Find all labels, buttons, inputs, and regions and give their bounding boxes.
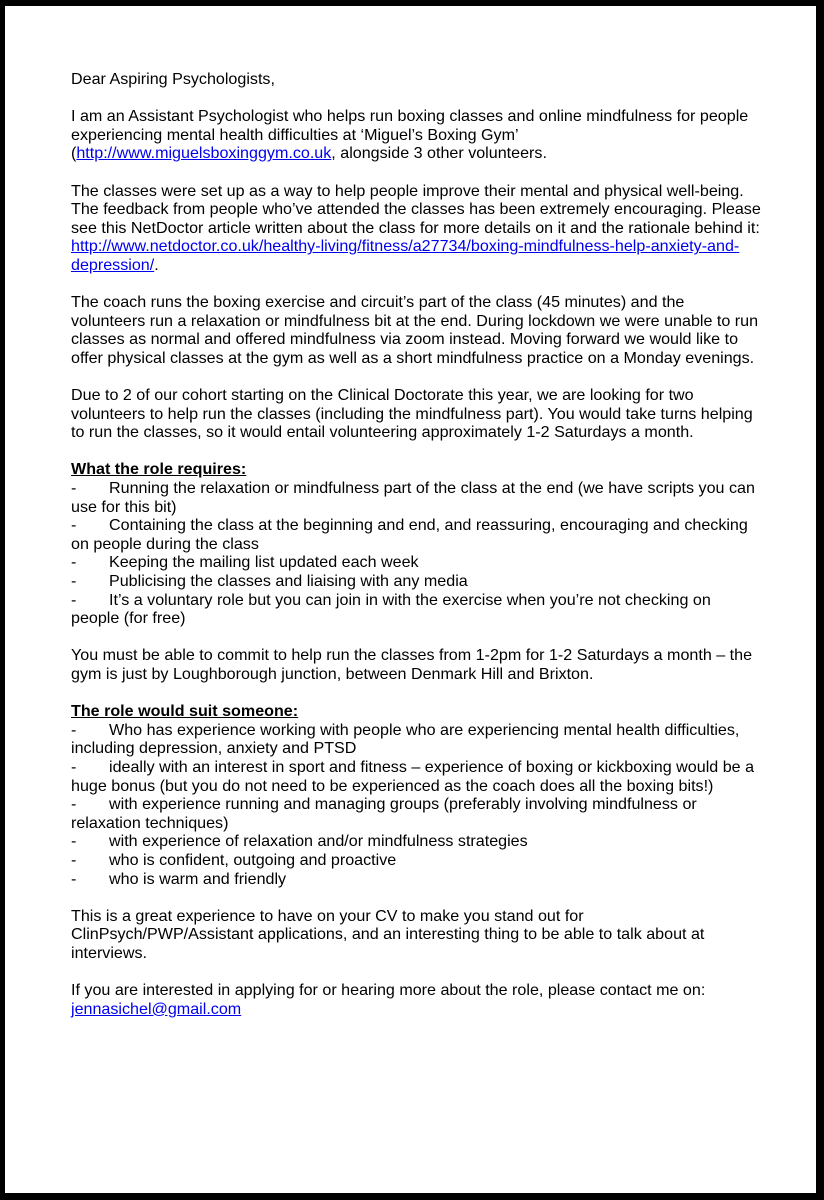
list-item: - Keeping the mailing list updated each week — [71, 553, 419, 572]
list-item: - Running the relaxation or mindfulness part of the class at the end (we have scripts you can use for this bit) — [71, 479, 755, 516]
gym-website-link[interactable]: http://www.miguelsboxinggym.co.uk — [76, 144, 332, 163]
classes-text-end: . — [154, 255, 159, 274]
contact-paragraph — [71, 981, 761, 1018]
list-item: - who is confident, outgoing and proactive — [71, 850, 397, 869]
list-item: - Who has experience working with people who are experiencing mental health difficulties, including depression, anxiety and PTSD — [71, 720, 740, 758]
list-item: - with experience of relaxation and/or mindfulness strategies — [71, 832, 528, 851]
bullet-dash: - — [71, 572, 77, 591]
intro-text-end: , alongside 3 other volunteers. — [331, 144, 547, 163]
requires-heading: What the role requires: — [71, 460, 247, 479]
suit-list — [71, 721, 761, 888]
bullet-dash: - — [71, 479, 77, 498]
letter-body — [71, 70, 761, 1018]
bullet-dash: - — [71, 590, 77, 609]
cv-paragraph: This is a great experience to have on your CV to make you stand out for ClinPsych/PWP/Assistant applications, and an interesting thing to be able to talk about at interviews. — [71, 906, 705, 962]
classes-text: The classes were set up as a way to help people improve their mental and physical well-being. The feedback from people who’ve attended the classes has been extremely encouraging. Please see this NetDoctor article written about the class for more details on it and the rationale behind it: — [71, 181, 761, 237]
bullet-dash: - — [71, 757, 77, 776]
intro-text: I am an Assistant Psychologist who helps run boxing classes and online mindfulness for people experiencing mental health difficulties at ‘Miguel’s Boxing Gym’ ( — [71, 107, 749, 163]
contact-email-link[interactable]: jennasichel@gmail.com — [71, 999, 242, 1018]
coach-paragraph: The coach runs the boxing exercise and circuit’s part of the class (45 minutes) and the volunteers run a relaxation or mindfulness bit at the end. During lockdown we were unable to run classes as normal and offered mindfulness via zoom instead. Moving forward we would like to offer physical classes at the gym as well as a short mindfulness practice on a Monday evenings. — [71, 293, 759, 367]
list-item: - Containing the class at the beginning and end, and reassuring, encouraging and checking on people during the class — [71, 516, 748, 553]
bullet-dash: - — [71, 553, 77, 572]
bullet-dash: - — [71, 869, 77, 888]
bullet-dash: - — [71, 850, 77, 869]
list-item: - Publicising the classes and liaising with any media — [71, 572, 468, 591]
greeting: Dear Aspiring Psychologists, — [71, 70, 275, 88]
classes-paragraph — [71, 182, 761, 275]
list-item: - with experience running and managing groups (preferably involving mindfulness or relaxation techniques) — [71, 795, 697, 832]
list-item: - who is warm and friendly — [71, 869, 287, 888]
netdoctor-article-link[interactable]: http://www.netdoctor.co.uk/healthy-living/fitness/a27734/boxing-mindfulness-help-anxiety-and-depression/ — [71, 237, 740, 274]
intro-paragraph — [71, 107, 761, 163]
bullet-dash: - — [71, 516, 77, 535]
bullet-dash: - — [71, 720, 77, 739]
bullet-dash: - — [71, 832, 77, 851]
volunteers-paragraph: Due to 2 of our cohort starting on the Clinical Doctorate this year, we are looking for two volunteers to help run the classes (including the mindfulness part). You would take turns helping to run the classes, so it would entail volunteering approximately 1-2 Saturdays a month. — [71, 386, 753, 442]
document-page — [5, 6, 816, 1193]
bullet-dash: - — [71, 795, 77, 814]
commitment-paragraph: You must be able to commit to help run the classes from 1-2pm for 1-2 Saturdays a month – the gym is just by Loughborough junction, between Denmark Hill and Brixton. — [71, 646, 753, 683]
list-item: - It’s a voluntary role but you can join in with the exercise when you’re not checking on people (for free) — [71, 590, 711, 628]
suit-heading: The role would suit someone: — [71, 702, 299, 721]
list-item: - ideally with an interest in sport and fitness – experience of boxing or kickboxing would be a huge bonus (but you do not need to be experienced as the coach does all the boxing bits!) — [71, 757, 755, 795]
contact-text: If you are interested in applying for or hearing more about the role, please contact me on: — [71, 981, 706, 1000]
requires-list — [71, 479, 761, 628]
